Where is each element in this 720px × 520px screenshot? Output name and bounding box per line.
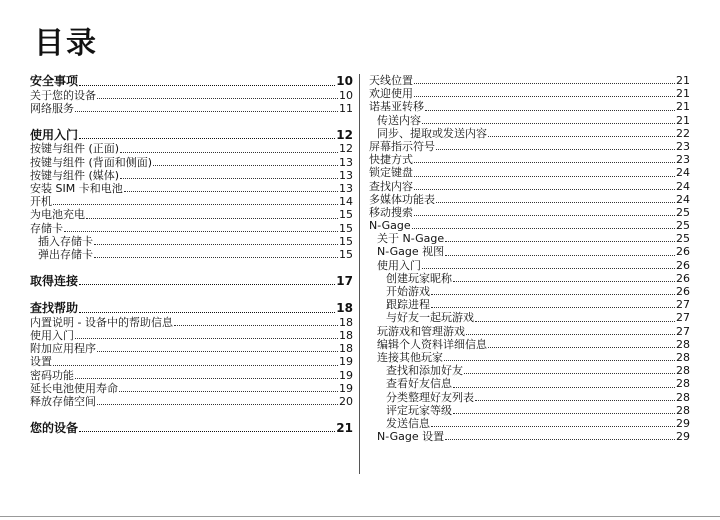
toc-entry[interactable] (369, 259, 690, 272)
dot-leader (422, 267, 675, 269)
toc-entry-title: 关于您的设备 (30, 88, 96, 102)
toc-entry-title: 多媒体功能表 (369, 192, 435, 206)
toc-entry[interactable] (30, 208, 353, 221)
toc-page-number: 18 (339, 315, 353, 329)
toc-page-number: 28 (676, 364, 690, 378)
dot-leader (431, 306, 675, 308)
toc-page-number: 18 (339, 328, 353, 342)
dot-leader (64, 230, 338, 232)
toc-page-number: 24 (676, 166, 690, 180)
toc-entry[interactable] (30, 342, 353, 355)
toc-entry-title: 插入存储卡 (38, 234, 93, 248)
toc-entry-title: 使用入门 (30, 127, 79, 142)
dot-leader (431, 293, 675, 295)
dot-leader (97, 350, 338, 352)
toc-entry-title: 查找内容 (369, 179, 413, 193)
dot-leader (488, 346, 675, 348)
toc-section (30, 74, 353, 115)
toc-entry[interactable] (369, 140, 690, 153)
toc-entry[interactable] (30, 329, 353, 342)
toc-page-number: 10 (336, 74, 353, 88)
toc-page-number: 15 (339, 234, 353, 248)
toc-entry[interactable] (30, 195, 353, 208)
dot-leader (436, 201, 675, 203)
dot-leader (94, 256, 338, 258)
dot-leader (412, 227, 675, 229)
toc-page-number: 26 (676, 285, 690, 298)
toc-entry[interactable] (369, 404, 690, 417)
dot-leader (414, 175, 675, 177)
toc-page-number: 28 (676, 377, 690, 391)
toc-entry-title: 跟踪进程 (386, 298, 430, 312)
toc-entry[interactable] (30, 248, 353, 261)
dot-leader (445, 254, 675, 256)
toc-page-number: 20 (339, 394, 353, 408)
toc-page-number: 19 (339, 381, 353, 395)
toc-entry[interactable] (369, 338, 690, 351)
toc-page-number: 27 (676, 324, 690, 338)
toc-entry[interactable] (369, 74, 690, 87)
toc-page-number: 13 (339, 182, 353, 196)
toc-entry-title: 安装 SIM 卡和电池 (30, 182, 123, 196)
toc-page-number: 27 (676, 298, 690, 312)
toc-entry-title: 与好友一起玩游戏 (386, 311, 474, 325)
toc-page-number: 12 (336, 127, 353, 142)
toc-page-number: 10 (339, 88, 353, 102)
toc-entry[interactable] (369, 430, 690, 443)
toc-page-number: 12 (339, 142, 353, 156)
toc-entry-title: 编辑个人资料详细信息 (377, 337, 487, 351)
toc-section (30, 301, 353, 408)
toc-page-number: 25 (676, 205, 690, 219)
toc-page-number: 21 (676, 87, 690, 101)
toc-entry[interactable] (30, 395, 353, 408)
dot-leader (79, 137, 335, 139)
toc-entry-title: N-Gage 设置 (377, 430, 445, 444)
dot-leader (53, 364, 338, 366)
dot-leader (153, 164, 338, 166)
dot-leader (445, 240, 675, 242)
page-title: 目录 (34, 26, 98, 61)
dot-leader (174, 324, 338, 326)
dot-leader (75, 110, 338, 112)
toc-page-number: 15 (339, 208, 353, 222)
toc-page-number: 28 (676, 403, 690, 417)
dot-leader (466, 333, 675, 335)
dot-leader (453, 280, 675, 282)
bottom-rule (0, 516, 720, 517)
toc-page-number: 23 (676, 139, 690, 153)
toc-entry[interactable] (30, 222, 353, 235)
toc-page-number: 21 (676, 113, 690, 127)
toc-entry-title: 移动搜索 (369, 205, 413, 219)
dot-leader (414, 95, 675, 97)
toc-entry[interactable] (369, 325, 690, 338)
toc-entry-title: 延长电池使用寿命 (30, 381, 118, 395)
toc-page-number: 22 (676, 126, 690, 140)
dot-leader (75, 337, 338, 339)
toc-page-number: 26 (676, 258, 690, 272)
toc-page-number: 13 (339, 168, 353, 182)
toc-entry[interactable] (369, 417, 690, 430)
toc-page-number: 19 (339, 368, 353, 382)
toc-page-number: 29 (676, 430, 690, 444)
toc-entry[interactable] (369, 180, 690, 193)
dot-leader (414, 188, 675, 190)
dot-leader (422, 122, 675, 124)
toc-section (30, 128, 353, 261)
dot-leader (414, 161, 675, 163)
dot-leader (124, 190, 338, 192)
toc-entry-title: 分类整理好友列表 (386, 390, 474, 404)
toc-entry[interactable] (369, 351, 690, 364)
dot-leader (425, 109, 675, 111)
toc-page-number: 13 (339, 155, 353, 169)
toc-entry-title: 按键与组件 (背面和侧面) (30, 155, 153, 169)
toc-section-heading[interactable] (30, 301, 353, 316)
dot-leader (120, 177, 338, 179)
toc-entry-title: 您的设备 (30, 420, 79, 435)
toc-page-number: 24 (676, 179, 690, 193)
toc-entry-title: 开机 (30, 195, 52, 209)
toc-page-number: 21 (676, 74, 690, 87)
toc-entry-title: 快捷方式 (369, 153, 413, 167)
toc-entry-title: 为电池充电 (30, 208, 85, 222)
dot-leader (464, 372, 675, 374)
dot-leader (79, 311, 335, 313)
toc-page-number: 15 (339, 247, 353, 261)
toc-entry[interactable] (369, 311, 690, 324)
toc-entry-title: 按键与组件 (媒体) (30, 168, 120, 182)
toc-page-number: 19 (339, 355, 353, 369)
toc-page-number: 28 (676, 390, 690, 404)
toc-section-heading[interactable] (30, 128, 353, 143)
dot-leader (79, 283, 335, 285)
dot-leader (53, 203, 338, 205)
toc-entry[interactable] (369, 285, 690, 298)
toc-entry[interactable] (369, 219, 690, 232)
toc-entry-title: 创建玩家昵称 (386, 271, 452, 285)
toc-entry-title: 评定玩家等级 (386, 403, 452, 417)
toc-entry[interactable] (369, 272, 690, 285)
toc-page-number: 17 (336, 273, 353, 288)
toc-entry-title: 关于 N-Gage (377, 232, 445, 246)
toc-entry[interactable] (369, 232, 690, 245)
toc-section (30, 274, 353, 289)
toc-page-number: 28 (676, 337, 690, 351)
dot-leader (119, 390, 338, 392)
column-divider (359, 74, 360, 474)
toc-entry-title: 附加应用程序 (30, 342, 96, 356)
toc-entry-title: N-Gage (369, 219, 411, 233)
dot-leader (79, 84, 335, 86)
toc-page-number: 23 (676, 153, 690, 167)
toc-entry-title: 弹出存储卡 (38, 247, 93, 261)
toc-entry-title: 使用入门 (377, 258, 421, 272)
toc-entry-title: 按键与组件 (正面) (30, 142, 120, 156)
toc-entry-title: 查找帮助 (30, 300, 79, 315)
toc-entry-title: 存储卡 (30, 221, 63, 235)
toc-entry-title: 取得连接 (30, 273, 79, 288)
dot-leader (431, 425, 675, 427)
toc-page-number: 11 (339, 101, 353, 115)
toc-page-number: 15 (339, 221, 353, 235)
toc-entry-title: 屏幕指示符号 (369, 139, 435, 153)
toc-entry[interactable] (30, 156, 353, 169)
toc-page-number: 24 (676, 192, 690, 206)
dot-leader (79, 430, 335, 432)
toc-entry[interactable] (30, 169, 353, 182)
toc-entry[interactable] (369, 377, 690, 390)
toc-section (30, 421, 353, 436)
dot-leader (453, 386, 675, 388)
toc-entry-title: 同步、提取或发送内容 (377, 126, 487, 140)
dot-leader (414, 82, 675, 84)
toc-entry[interactable] (369, 206, 690, 219)
toc-page-number: 18 (339, 342, 353, 356)
dot-leader (475, 399, 675, 401)
toc-page-number: 14 (339, 195, 353, 209)
dot-leader (86, 217, 338, 219)
toc-page-number: 21 (336, 420, 353, 435)
toc-entry[interactable] (369, 364, 690, 377)
toc-entry-title: 安全事项 (30, 74, 79, 88)
dot-leader (97, 97, 338, 99)
toc-entry[interactable] (30, 142, 353, 155)
toc-page-number: 18 (336, 300, 353, 315)
toc-left-column (30, 74, 353, 448)
toc-entry[interactable] (369, 166, 690, 179)
dot-leader (488, 135, 675, 137)
toc-section-heading[interactable] (30, 74, 353, 89)
toc-entry[interactable] (369, 193, 690, 206)
toc-entry-title: 查看好友信息 (386, 377, 452, 391)
toc-section-heading[interactable] (30, 274, 353, 289)
toc-entry[interactable] (30, 89, 353, 102)
toc-entry-title: 发送信息 (386, 416, 430, 430)
toc-entry[interactable] (369, 127, 690, 140)
toc-entry[interactable] (369, 114, 690, 127)
toc-entry[interactable] (369, 87, 690, 100)
toc-section-heading[interactable] (30, 421, 353, 436)
toc-entry[interactable] (30, 102, 353, 115)
dot-leader (97, 403, 338, 405)
toc-entry[interactable] (30, 382, 353, 395)
dot-leader (414, 214, 675, 216)
toc-entry-title: 传送内容 (377, 113, 421, 127)
dot-leader (94, 243, 338, 245)
toc-page-number: 29 (676, 416, 690, 430)
toc-entry-title: 开始游戏 (386, 285, 430, 298)
toc-entry[interactable] (369, 245, 690, 258)
toc-entry[interactable] (369, 100, 690, 113)
dot-leader (436, 148, 675, 150)
toc-page-number: 21 (676, 100, 690, 114)
dot-leader (475, 320, 675, 322)
toc-page-number: 27 (676, 311, 690, 325)
dot-leader (453, 412, 675, 414)
toc-entry-title: 天线位置 (369, 74, 413, 87)
toc-entry-title: 密码功能 (30, 368, 74, 382)
toc-page-number: 26 (676, 245, 690, 259)
toc-entry-title: 锁定键盘 (369, 166, 413, 180)
toc-entry[interactable] (369, 391, 690, 404)
toc-entry-title: 设置 (30, 355, 52, 369)
toc-page-number: 25 (676, 232, 690, 246)
dot-leader (75, 377, 338, 379)
toc-entry-title: 玩游戏和管理游戏 (377, 324, 465, 338)
toc-entry[interactable] (30, 182, 353, 195)
toc-entry-title: 使用入门 (30, 328, 74, 342)
toc-entry[interactable] (369, 298, 690, 311)
toc-entry-title: 网络服务 (30, 101, 74, 115)
toc-entry[interactable] (30, 355, 353, 368)
toc-entry-title: N-Gage 视图 (377, 245, 445, 259)
toc-entry-title: 欢迎使用 (369, 87, 413, 101)
toc-page-number: 26 (676, 271, 690, 285)
toc-page-number: 28 (676, 350, 690, 364)
toc-entry-title: 查找和添加好友 (386, 364, 463, 378)
toc-entry[interactable] (369, 153, 690, 166)
dot-leader (120, 151, 338, 153)
dot-leader (445, 438, 675, 440)
toc-entry-title: 连接其他玩家 (377, 350, 443, 364)
toc-page-number: 25 (676, 219, 690, 233)
toc-entry[interactable] (30, 316, 353, 329)
toc-entry[interactable] (30, 369, 353, 382)
toc-entry[interactable] (30, 235, 353, 248)
dot-leader (444, 359, 675, 361)
toc-entry-title: 诺基亚转移 (369, 100, 424, 114)
toc-entry-title: 内置说明 - 设备中的帮助信息 (30, 315, 173, 329)
toc-entry-title: 释放存储空间 (30, 394, 96, 408)
toc-right-column (369, 74, 690, 443)
